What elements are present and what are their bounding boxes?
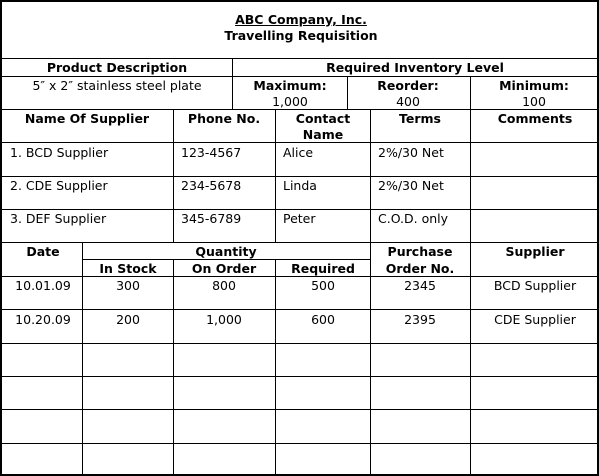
- contact-cell[interactable]: Peter: [283, 211, 316, 226]
- divider: [82, 242, 83, 474]
- header-quantity: Quantity: [195, 244, 257, 259]
- on-order-cell[interactable]: 1,000: [206, 312, 242, 327]
- product-description-label: Product Description: [46, 60, 188, 75]
- divider: [82, 259, 370, 260]
- contact-cell[interactable]: Linda: [283, 178, 317, 193]
- divider: [275, 259, 276, 474]
- terms-cell[interactable]: C.O.D. only: [378, 211, 449, 226]
- terms-cell[interactable]: 2%/30 Net: [378, 178, 444, 193]
- divider: [2, 309, 597, 310]
- date-cell[interactable]: 10.01.09: [15, 278, 71, 293]
- divider: [2, 209, 597, 210]
- divider: [2, 242, 597, 243]
- order-supplier-cell[interactable]: CDE Supplier: [494, 312, 576, 327]
- supplier-name-cell[interactable]: 1. BCD Supplier: [10, 145, 109, 160]
- phone-cell[interactable]: 234-5678: [181, 178, 242, 193]
- phone-cell[interactable]: 123-4567: [181, 145, 242, 160]
- divider: [470, 76, 471, 109]
- supplier-name-cell[interactable]: 2. CDE Supplier: [10, 178, 108, 193]
- header-on-order: On Order: [191, 261, 257, 276]
- header-required: Required: [291, 261, 355, 276]
- divider: [173, 259, 174, 474]
- inventory-level-label: Required Inventory Level: [326, 60, 504, 75]
- divider: [173, 109, 174, 242]
- header-order-supplier: Supplier: [505, 244, 565, 259]
- contact-cell[interactable]: Alice: [283, 145, 314, 160]
- terms-cell[interactable]: 2%/30 Net: [378, 145, 444, 160]
- header-comments: Comments: [497, 111, 573, 126]
- divider: [2, 142, 597, 143]
- reorder-label: Reorder:: [377, 78, 439, 93]
- divider: [2, 109, 597, 110]
- header-in-stock: In Stock: [99, 261, 157, 276]
- divider: [2, 58, 597, 59]
- header-purchase-order: Order No.: [385, 261, 455, 276]
- header-contact-name: Name: [302, 127, 344, 142]
- header-supplier-name: Name Of Supplier: [24, 111, 150, 126]
- divider: [2, 376, 597, 377]
- po-cell[interactable]: 2345: [404, 278, 436, 293]
- product-description-value[interactable]: 5″ x 2″ stainless steel plate: [32, 78, 202, 93]
- divider: [275, 109, 276, 242]
- minimum-label: Minimum:: [499, 78, 569, 93]
- divider: [470, 109, 471, 474]
- header-date: Date: [26, 244, 60, 259]
- date-cell[interactable]: 10.20.09: [15, 312, 71, 327]
- form-title: Travelling Requisition: [224, 28, 378, 43]
- required-cell[interactable]: 500: [311, 278, 335, 293]
- divider: [2, 409, 597, 410]
- minimum-value[interactable]: 100: [522, 94, 546, 109]
- supplier-name-cell[interactable]: 3. DEF Supplier: [10, 211, 107, 226]
- on-order-cell[interactable]: 800: [212, 278, 236, 293]
- po-cell[interactable]: 2395: [404, 312, 436, 327]
- divider: [2, 76, 597, 77]
- header-terms: Terms: [399, 111, 441, 126]
- header-purchase-order: Purchase: [387, 244, 453, 259]
- header-contact-name: Contact: [295, 111, 351, 126]
- divider: [2, 343, 597, 344]
- divider: [2, 443, 597, 444]
- in-stock-cell[interactable]: 300: [116, 278, 140, 293]
- divider: [370, 109, 371, 474]
- header-phone: Phone No.: [187, 111, 261, 126]
- divider: [2, 176, 597, 177]
- phone-cell[interactable]: 345-6789: [181, 211, 242, 226]
- company-name: ABC Company, Inc.: [235, 12, 367, 27]
- maximum-label: Maximum:: [253, 78, 327, 93]
- order-supplier-cell[interactable]: BCD Supplier: [493, 278, 577, 293]
- maximum-value[interactable]: 1,000: [272, 94, 308, 109]
- divider: [347, 76, 348, 109]
- reorder-value[interactable]: 400: [396, 94, 420, 109]
- required-cell[interactable]: 600: [311, 312, 335, 327]
- divider: [2, 276, 597, 277]
- divider: [232, 58, 233, 109]
- in-stock-cell[interactable]: 200: [116, 312, 140, 327]
